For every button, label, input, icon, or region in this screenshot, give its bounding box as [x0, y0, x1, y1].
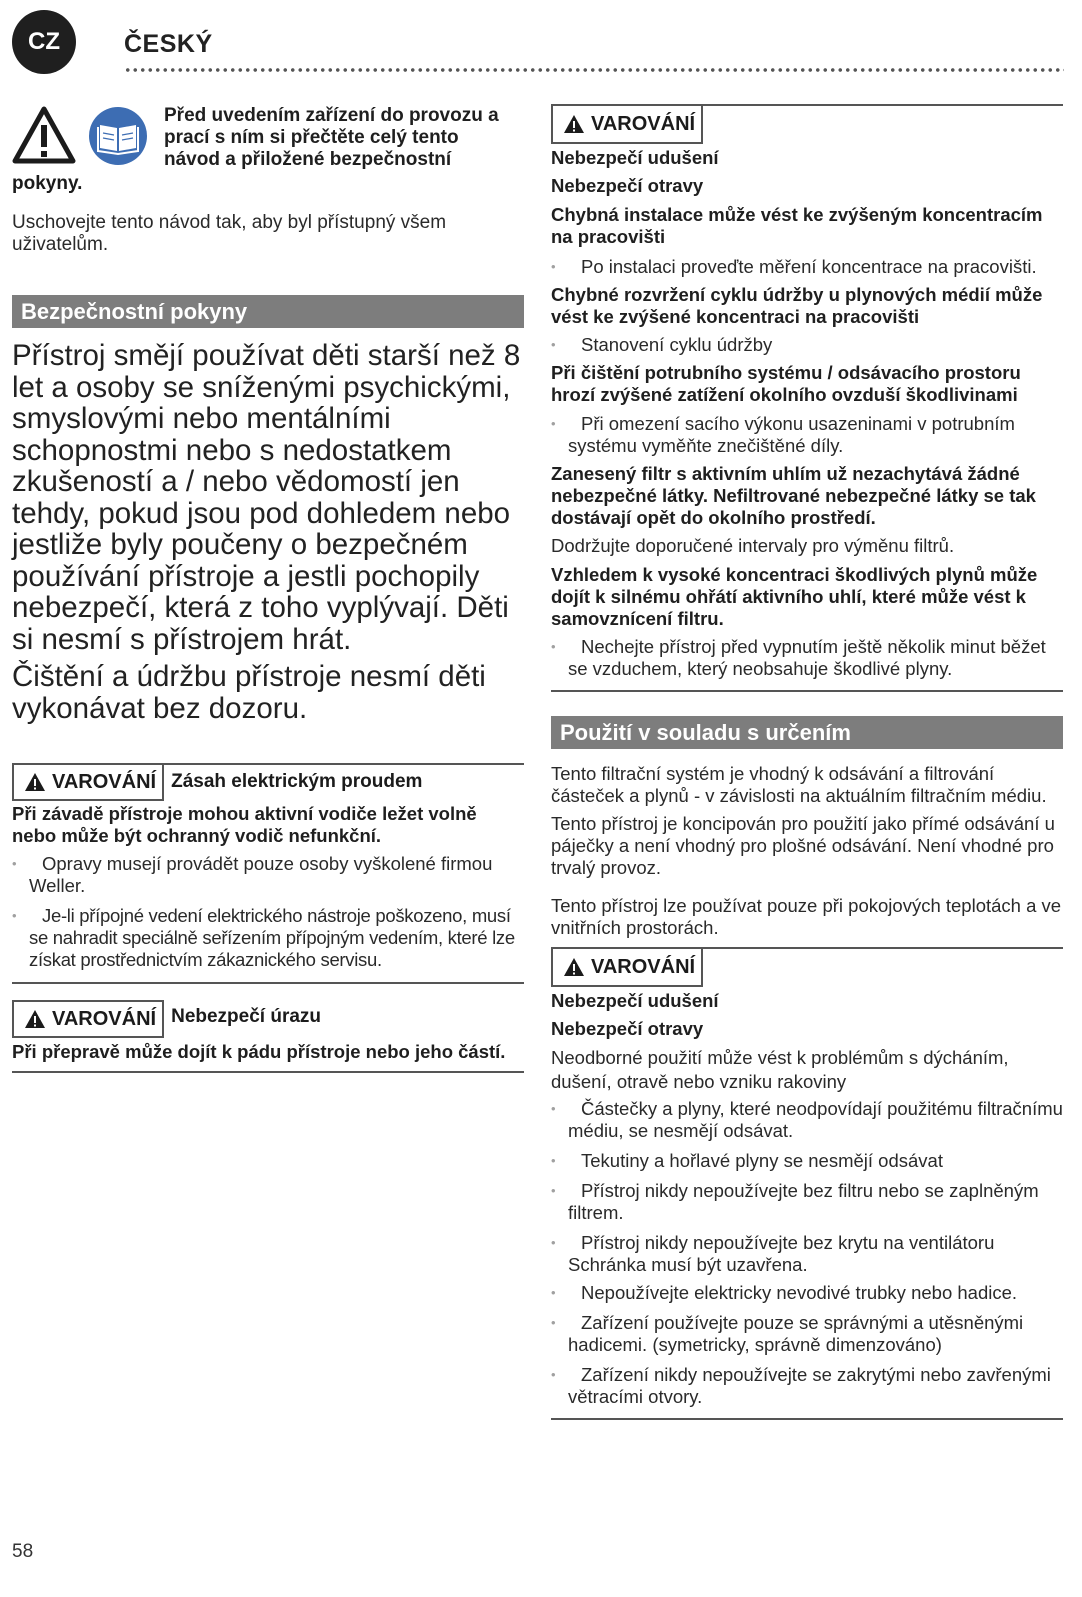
page-number: 58: [12, 1541, 34, 1562]
warning-label: [551, 949, 703, 987]
divider: [12, 1071, 524, 1073]
warning-label: [551, 106, 703, 144]
language-code: CZ: [28, 28, 60, 55]
warning-text: Chybná instalace může vést ke zvýšeným koncentracím na pracovišti: [551, 204, 1043, 247]
warning-label-text: VAROVÁNÍ: [591, 112, 696, 135]
divider: [551, 1418, 1063, 1420]
warning-label: [12, 765, 164, 801]
warning-label-text: VAROVÁNÍ: [52, 770, 157, 793]
warning-label: [12, 1000, 164, 1038]
read-manual-icon: [88, 106, 148, 166]
list-item: • Stanovení cyklu údržby: [551, 334, 1063, 356]
dotted-divider: [124, 66, 1064, 74]
warning-text: Při závadě přístroje mohou aktivní vodiče ležet volně nebo může být ochranný vodič nefunkční.: [12, 803, 477, 846]
language-title: ČESKÝ: [124, 30, 213, 58]
warning-header: [551, 949, 1063, 987]
warning-subtitle: Nebezpečí otravy: [551, 175, 704, 196]
list-item: • Tekutiny a hořlavé plyny se nesmějí odsávat: [551, 1150, 1063, 1172]
left-column: [12, 104, 524, 1073]
warning-misuse: [551, 947, 1063, 1420]
warning-text: Zanesený filtr s aktivním uhlím už nezachytává žádné nebezpečné látky. Nefiltrované nebezpečné látky se tak dostávají opět do okolního prostředí.: [551, 463, 1036, 528]
intro-line: prací s ním si přečtěte celý tento: [164, 127, 459, 148]
list-item: • Zařízení používejte pouze se správnými a utěsněnými hadicemi. (symetricky, správně dimenzováno): [551, 1312, 1063, 1356]
warning-subtitle: Nebezpečí udušení: [551, 147, 719, 168]
warning-triangle-icon: [563, 957, 585, 977]
warning-intro: Neodborné použití může vést k problémům s dýcháním, dušení, otravě nebo vzniku rakoviny: [551, 1047, 1009, 1092]
warning-note: Dodržujte doporučené intervaly pro výměnu filtrů.: [551, 535, 955, 556]
warning-suffocation-poisoning: [551, 104, 1063, 692]
usage-paragraph: Tento přístroj je koncipován pro použití jako přímé odsávání u páječky a není vhodný pro plošné odsávání. Není vhodné pro trvalý provoz.: [551, 813, 1055, 878]
usage-paragraph: Tento filtrační systém je vhodný k odsávání a filtrování částeček a plynů - v závislosti na aktuálním filtračním médiu.: [551, 763, 1047, 806]
list-item: • Částečky a plyny, které neodpovídají použitému filtračnímu médiu, se nesmějí odsávat.: [551, 1098, 1063, 1142]
warning-title: Nebezpečí úrazu: [171, 1006, 322, 1027]
list-item: • Při omezení sacího výkonu usazeninami v potrubním systému vyměňte znečištěné díly.: [551, 413, 1063, 457]
intro-line: Před uvedením zařízení do provozu a: [164, 105, 499, 126]
divider: [12, 982, 524, 984]
warning-subtitle: Nebezpečí otravy: [551, 1018, 704, 1039]
list-item: • Opravy musejí provádět pouze osoby vyškolené firmou Weller.: [12, 853, 524, 897]
list-item: • Přístroj nikdy nepoužívejte bez krytu na ventilátoru Schránka musí být uzavřena.: [551, 1232, 1063, 1276]
warning-electric-shock: [12, 763, 524, 984]
warning-title: Zásah elektrickým proudem: [171, 771, 423, 792]
language-badge: [12, 10, 76, 74]
safety-paragraph: Přístroj smějí používat děti starší než 8 let a osoby se sníženými psychickými, smyslovými nebo mentálními schopnostmi nebo s nedostatkem zkušeností a / nebo vědomostí jen tehdy, pokud jsou pod dohledem nebo jestliže byly poučeny o bezpečném používání přístroje a jestli pochopily nebezpečí, která z toho vyplývají. Děti si nesmí s přístrojem hrát.: [12, 339, 521, 656]
warning-text: Při čištění potrubního systému / odsávacího prostoru hrozí zvýšené zatížení okolního ovzduší škodlivinami: [551, 362, 1021, 405]
list-item: • Přístroj nikdy nepoužívejte bez filtru nebo se zaplněným filtrem.: [551, 1180, 1063, 1224]
list-item: • Po instalaci proveďte měření koncentrace na pracovišti.: [551, 256, 1063, 278]
warning-triangle-icon: [24, 1009, 46, 1029]
keep-manual-text: Uschovejte tento návod tak, aby byl přístupný všem uživatelům.: [12, 212, 447, 255]
warning-triangle-icon: [563, 114, 585, 134]
intro-last-line: pokyny.: [12, 173, 83, 194]
warning-text: Při přepravě může dojít k pádu přístroje nebo jeho částí.: [12, 1041, 506, 1062]
warning-text: Chybné rozvržení cyklu údržby u plynových médií může vést ke zvýšené koncentraci na pracovišti: [551, 284, 1043, 327]
intro-block: [12, 104, 524, 212]
warning-header: [12, 1000, 524, 1038]
intro-line: návod a přiložené bezpečnostní: [164, 149, 452, 170]
divider: [551, 690, 1063, 692]
warning-text: Vzhledem k vysoké koncentraci škodlivých plynů může dojít k silnému ohřátí aktivního uhlí, které může vést k samovznícení filtru.: [551, 564, 1038, 629]
usage-heading: Použití v souladu s určením: [551, 716, 1063, 749]
warning-label-text: VAROVÁNÍ: [591, 955, 696, 978]
warning-subtitle: Nebezpečí udušení: [551, 990, 719, 1011]
safety-heading: Bezpečnostní pokyny: [12, 295, 524, 328]
list-item: • Nepoužívejte elektricky nevodivé trubky nebo hadice.: [551, 1282, 1063, 1304]
safety-paragraph-cleaning: Čištění a údržbu přístroje nesmí děti vykonávat bez dozoru.: [12, 660, 486, 725]
warning-triangle-icon: [12, 106, 76, 164]
warning-header: [551, 106, 1063, 144]
warning-injury: [12, 1000, 524, 1073]
right-column: [551, 104, 1063, 1420]
list-item: • Nechejte přístroj před vypnutím ještě několik minut běžet se vzduchem, který neobsahuje škodlivé plyny.: [551, 636, 1063, 680]
warning-label-text: VAROVÁNÍ: [52, 1007, 157, 1030]
intro-text: [164, 105, 524, 171]
list-item: • Je-li přípojné vedení elektrického nástroje poškozeno, musí se nahradit speciálně seřízením přípojným vedením, které lze získat prostřednictvím zákaznického servisu.: [12, 905, 524, 971]
list-item: • Zařízení nikdy nepoužívejte se zakrytými nebo zavřenými větracími otvory.: [551, 1364, 1063, 1408]
warning-header: [12, 765, 524, 801]
usage-paragraph: Tento přístroj lze používat pouze při pokojových teplotách a ve vnitřních prostorách.: [551, 895, 1062, 938]
warning-triangle-icon: [24, 772, 46, 792]
